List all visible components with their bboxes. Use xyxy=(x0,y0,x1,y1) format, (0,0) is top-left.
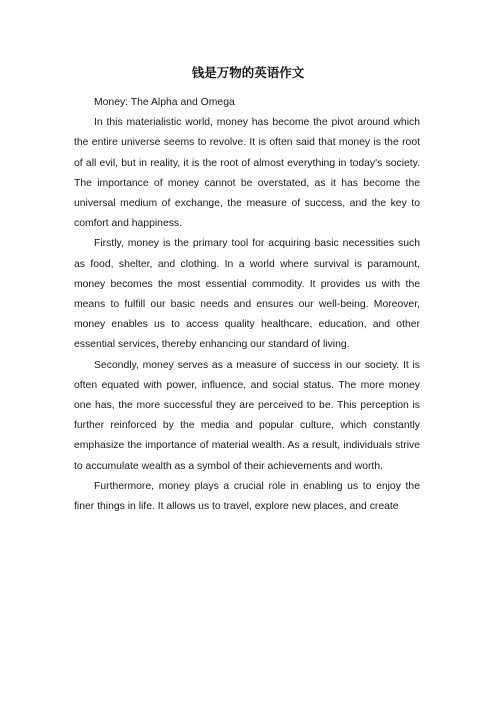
paragraph-3: Secondly, money serves as a measure of success in our society. It is often equated with power, influence, and social status. The more money one has, the more successful they are perceived to be. This perception is further reinforced by the media and popular culture, which constantly emphasize the importance of material wealth. As a result, individuals strive to accumulate wealth as a symbol of their achievements and worth. xyxy=(74,359,420,472)
paragraph-2: Firstly, money is the primary tool for acquiring basic necessities such as food, shelter, and clothing. In a world where survival is paramount, money becomes the most essential commodity. It provides us with the means to fulfill our basic needs and ensures our well-being. Moreover, money enables us to access quality healthcare, education, and other essential services, thereby enhancing our standard of living. xyxy=(74,238,420,351)
paragraph-1: In this materialistic world, money has become the pivot around which the entire universe seems to revolve. It is often said that money is the root of all evil, but in reality, it is the root of almost everything in today's society. The importance of money cannot be overstated, as it has become the universal medium of exchange, the measure of success, and the key to comfort and happiness. xyxy=(74,117,420,230)
document-title: 钱是万物的英语作文 xyxy=(191,65,305,80)
document-body xyxy=(74,93,420,517)
essay-subtitle: Money: The Alpha and Omega xyxy=(94,97,235,108)
paragraph-4: Furthermore, money plays a crucial role in enabling us to enjoy the finer things in life. It allows us to travel, explore new places, and create xyxy=(74,480,420,513)
